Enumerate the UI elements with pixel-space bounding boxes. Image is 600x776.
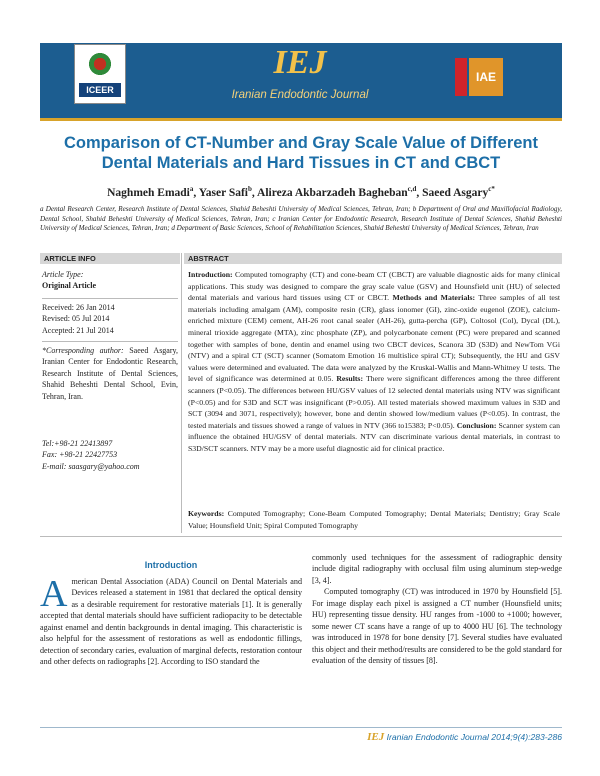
iae-logo [455,58,503,96]
keywords-text: Computed Tomography; Cone-Beam Computed Tomography; Dental Materials; Dentistry; Gray Scale Value; Hounsfield Unit; Spiral Computed Tomography [188,509,560,530]
abstract-intro-label: Introduction: [188,270,233,279]
banner-stripe [40,118,562,121]
revised-date: Revised: 05 Jul 2014 [42,314,110,324]
journal-name: Iranian Endodontic Journal [231,89,369,101]
info-separator [42,298,178,299]
fax: Fax: +98-21 22427753 [42,450,118,460]
author-list: Naghmeh Emadi$^a$, Yaser Safi$^b$, Alireza Akbarzadeh Bagheban$^{c,d}$, Saeed Asgary$^{c*}$ [107,185,495,199]
author-name: Saeed Asgary [422,186,489,199]
abstract-results-label: Results: [336,374,364,384]
abstract-results-text: There were significant differences among the three different scanners (P<0.05). The differences between HU/GSV values of 12 selected dental materials using NTV was significant (P<0.05) and for S3D and SCT was insignificant (P>0.05). All tested materials showed maximum values in S3D and SCT (3094 and 3071, respectively); however, bone and dentin showed low/medium values (P<0.05). In contrast, the tested materials and tissues showed a range of values in NTV (366 to15383; P<0.05). [188,374,561,430]
corresponding-author-block [42,345,178,402]
author-name: Alireza Akbarzadeh Bagheban [257,186,408,199]
iceer-logo-text: ICEER [79,83,121,97]
iae-logo-bar [455,58,467,96]
author-affiliation-mark: c,d [407,185,417,193]
dates-block [42,302,178,336]
iceer-logo [74,44,126,104]
flower-emblem-icon [81,49,119,79]
iae-logo-text: IAE [469,58,503,96]
abstract-body [188,269,560,455]
telephone: Tel:+98-21 22413897 [42,439,113,448]
drop-cap: A [40,573,68,615]
abstract-methods-text: Three samples of all test materials including amalgam (AM), composite resin (CR), glass ionomer (GI), zinc-oxide eugenol (ZOE), calcium-enriched mixture (CEM) cement, AH-26 root canal sealer (AH-26), gutta-percha (GP), Coltosol (Col), Dycal (DL), mineral trioxide aggregate (MTA), zinc phosphate (ZP), and polycarbonate cement (PC) were prepared and scanned together with samples of bone, dentin and enamel using two CBCT devices, Scanora 3D (S3D) and NewTom VGi (NTV) and a spiral CT (SCT) scanner (Somatom Emotion 16 multislice spiral CT); Subsequently, the HU and GSV values were determined and evaluated. The data were analyzed by the Kruskal-Wallis and Mann-Whitney U tests. The level of significance was determined at 0.05. [188,293,560,384]
keywords-label: Keywords: [188,509,225,518]
accepted-date: Accepted: 21 Jul 2014 [42,325,114,335]
contact-block [42,438,178,472]
section-rule [40,536,562,537]
received-date: Received: 26 Jan 2014 [42,303,115,312]
email-address: E-mail: saasgary@yahoo.com [42,461,140,471]
title-line-1: Comparison of CT-Number and Gray Scale Value of Different [63,134,538,152]
abstract-heading: ABSTRACT [184,253,562,264]
title-line-2: Dental Materials and Hard Tissues in CT and CBCT [101,154,501,172]
article-type-label: Article Type: [42,270,84,279]
journal-abbreviation: IEJ [273,44,327,81]
corresponding-author-text: Saeed Asgary, Iranian Center for Endodontic Research, Research Institute of Dental Sciences, Shahid Beheshti Dental School, Evin, Tehran, Iran. [42,346,178,401]
introduction-column-1 [40,573,302,668]
paper-title [40,133,562,173]
footer-citation-text: Iranian Endodontic Journal 2014;9(4):283-286 [386,732,562,742]
footer-journal-abbr: IEJ [367,731,385,743]
abstract-methods-label: Methods and Materials: [392,293,476,303]
author-name: Yaser Safi [198,186,249,199]
keywords [188,508,560,531]
footer-citation [300,731,562,743]
abstract-intro-text: Computed tomography (CT) and cone-beam CT (CBCT) are valuable diagnostic aids for many clinical applications. This study was designed to compare the gray scale value (GSV) and Hounsfield unit (HU) of selected dental materials and various hard tissues using CT or CBCT. [188,270,560,303]
article-type-block [42,269,178,292]
info-separator [42,341,178,342]
author-affiliation-mark: b [248,185,252,193]
affiliations: a Dental Research Center, Research Institute of Dental Sciences, Shahid Beheshti University of Medical Sciences, Tehran, Iran; b Department of Oral and Maxillofacial Radiology, Dental School, Shahid Beheshti University of Medical Sciences, Tehran, Iran; c Iranian Center for Endodontic Research, Research Institute of Dental Sciences, Shahid Beheshti University of Medical Sciences, Tehran, Iran; d Department of Basic Sciences, School of Rehabilitation Sciences, Shahid Beheshti University of Medical Sciences, Tehran, Iran [40,205,562,233]
author-affiliation-mark: a [189,185,194,193]
introduction-heading: Introduction [144,560,198,570]
footer-rule [40,727,562,728]
introduction-text-3: Computed tomography (CT) was introduced in 1970 by Hounsfield [5]. For image display each pixel is assigned a CT number (Hounsfield units; HU) representing tissue density. HU ranges from -1000 to +1000; however, some newer CT scans have a range of up to 4000 HU [6]. The technology was introduced in 1978 for bone density [7]. Several studies have evaluated this object and their method/results are considered to be the gold standard for evaluation of the density of tissues [8]. [312,587,562,666]
author-name: Naghmeh Emadi [107,186,190,199]
author-affiliation-mark: c* [488,185,495,193]
column-divider [181,253,182,533]
introduction-column-2 [312,552,562,667]
corresponding-author-label: *Corresponding author: [42,346,124,355]
introduction-text-2: commonly used techniques for the assessment of radiographic density include digital radiography with occlusal film using aluminum step-wedge [3, 4]. [312,553,562,585]
abstract-conclusion-text: Scanner system can influence the obtained HU/GSV of dental materials. NTV can discriminate various dental materials, in contrast to S3D/SCT scanners. NTV may be a more useful diagnostic aid for clinical practice. [188,420,560,453]
article-info-heading: ARTICLE INFO [40,253,180,264]
abstract-conclusion-label: Conclusion: [456,420,497,430]
introduction-text-1: merican Dental Association (ADA) Council on Dental Materials and Devices released a statement in 1981 that declared the optical density as a desirable requirement for restorative materials [1]. It is generally accepted that dental materials should have sufficient radiopacity to be detectable against enamel and dentin backgrounds in dental imaging. This characteristic is also helpful for the assessment of restorations as well as endodontic fillings, detection of secondary caries, evaluation of marginal defects, restoration contour and other defects on radiographs [2]. According to ISO standard the [40,577,302,667]
article-type-value: Original Article [42,281,96,291]
